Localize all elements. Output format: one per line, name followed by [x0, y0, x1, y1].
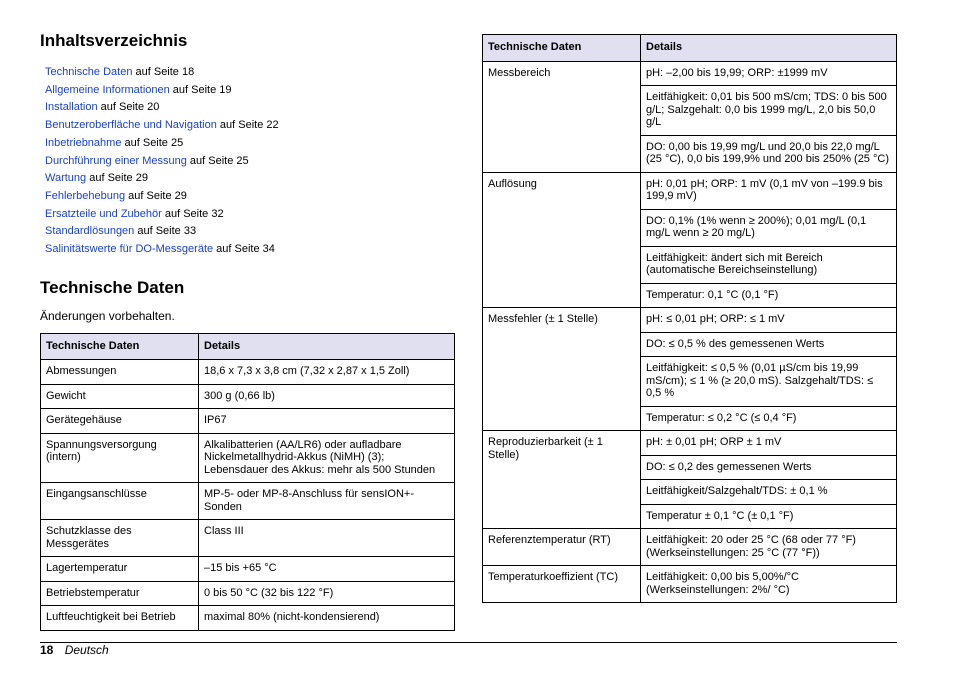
left-column — [40, 30, 455, 631]
table-row — [483, 566, 897, 603]
spec-detail-cell: Leitfähigkeit: 20 oder 25 °C (68 oder 77 °F) (Werkseinstellungen: 25 °C (77 °F)) — [641, 529, 897, 566]
toc-item — [45, 82, 455, 100]
spec-detail-cell: Leitfähigkeit: ändert sich mit Bereich (automatische Bereichseinstellung) — [641, 246, 897, 283]
table-row — [483, 431, 897, 456]
table-row — [483, 172, 897, 209]
toc-page-ref: auf Seite 25 — [121, 136, 184, 149]
column-header-details: Details — [199, 333, 455, 360]
spec-name-cell: Betriebstemperatur — [41, 581, 199, 606]
toc-page-ref: auf Seite 18 — [132, 66, 195, 78]
spec-name-cell: Lagertemperatur — [41, 557, 199, 582]
toc-link[interactable]: Ersatzteile und Zubehör — [45, 207, 162, 220]
spec-detail-cell: IP67 — [199, 409, 455, 434]
page-footer — [40, 643, 109, 657]
spec-name-cell: Reproduzierbarkeit (± 1 Stelle) — [483, 431, 641, 529]
toc-page-ref: auf Seite 25 — [186, 154, 249, 167]
toc-page-ref: auf Seite 34 — [213, 243, 275, 256]
spec-detail-cell: Temperatur: ≤ 0,2 °C (≤ 0,4 °F) — [641, 406, 897, 431]
footer-language: Deutsch — [64, 643, 109, 657]
spec-name-cell: Messbereich — [483, 61, 641, 172]
spec-detail-cell: pH: ± 0,01 pH; ORP ± 1 mV — [641, 431, 897, 456]
toc-heading: Inhaltsverzeichnis — [40, 31, 188, 50]
spec-name-cell: Schutzklasse des Messgerätes — [41, 520, 199, 557]
toc-item — [45, 153, 455, 171]
spec-detail-cell: Class III — [199, 520, 455, 557]
spec-detail-cell: Temperatur ± 0,1 °C (± 0,1 °F) — [641, 504, 897, 529]
spec-detail-cell: DO: ≤ 0,5 % des gemessenen Werts — [641, 332, 897, 357]
table-row — [41, 409, 455, 434]
spec-detail-cell: 300 g (0,66 lb) — [199, 384, 455, 409]
toc-page-ref: auf Seite 33 — [134, 225, 197, 238]
table-row — [41, 557, 455, 582]
spec-name-cell: Messfehler (± 1 Stelle) — [483, 308, 641, 431]
spec-detail-cell: MP-5- oder MP-8-Anschluss für sensION+-Sonden — [199, 483, 455, 520]
spec-name-cell: Luftfeuchtigkeit bei Betrieb — [41, 606, 199, 631]
toc-item — [45, 99, 455, 117]
spec-detail-cell: DO: 0,00 bis 19,99 mg/L und 20,0 bis 22,0 mg/L (25 °C), 0,0 bis 199,9% und 200 bis 250% (25 °C) — [641, 135, 897, 172]
toc-page-ref: auf Seite 29 — [125, 189, 187, 202]
spec-detail-cell: DO: ≤ 0,2 des gemessenen Werts — [641, 455, 897, 480]
page-number: 18 — [40, 643, 54, 657]
toc-item — [45, 64, 455, 82]
spec-detail-cell: –15 bis +65 °C — [199, 557, 455, 582]
toc-item — [45, 206, 455, 224]
table-row — [483, 308, 897, 333]
spec-detail-cell: DO: 0,1% (1% wenn ≥ 200%); 0,01 mg/L (0,1 mg/L wenn ≥ 20 mg/L) — [641, 209, 897, 246]
toc-item — [45, 170, 455, 188]
spec-detail-cell: pH: ≤ 0,01 pH; ORP: ≤ 1 mV — [641, 308, 897, 333]
table-row — [41, 581, 455, 606]
spec-detail-cell: Leitfähigkeit: ≤ 0,5 % (0,01 µS/cm bis 19,99 mS/cm); ≤ 1 % (≥ 20,0 mS). Salzgehalt/TDS: ≤ 0,5 % — [641, 357, 897, 407]
footer-divider — [40, 642, 897, 643]
toc-page-ref: auf Seite 20 — [97, 101, 160, 114]
spec-name-cell: Referenztemperatur (RT) — [483, 529, 641, 566]
toc-item — [45, 223, 455, 241]
spec-detail-cell: Leitfähigkeit: 0,01 bis 500 mS/cm; TDS: 0 bis 500 g/L; Salzgehalt: 0,0 bis 1999 mg/L, 2,0 bis 50,0 g/L — [641, 86, 897, 136]
spec-name-cell: Gerätegehäuse — [41, 409, 199, 434]
toc-item — [45, 135, 455, 153]
toc-link[interactable]: Fehlerbehebung — [45, 189, 126, 202]
column-header-spec: Technische Daten — [41, 333, 199, 360]
toc-item — [45, 188, 455, 206]
spec-name-cell: Spannungsversorgung (intern) — [41, 433, 199, 483]
toc-link[interactable]: Technische Daten — [45, 66, 133, 78]
toc-link[interactable]: Installation — [45, 101, 98, 114]
specs-table — [40, 333, 455, 631]
toc-page-ref: auf Seite 22 — [216, 119, 279, 132]
spec-name-cell: Gewicht — [41, 384, 199, 409]
specs-note: Änderungen vorbehalten. — [40, 308, 175, 323]
right-column — [482, 34, 897, 603]
table-row — [41, 606, 455, 631]
toc-link[interactable]: Allgemeine Informationen — [45, 83, 170, 96]
toc-link[interactable]: Standardlösungen — [45, 225, 135, 238]
toc-list — [45, 64, 455, 259]
column-header-spec: Technische Daten — [483, 35, 641, 62]
table-row — [483, 529, 897, 566]
spec-detail-cell: pH: 0,01 pH; ORP: 1 mV (0,1 mV von –199.9 bis 199,9 mV) — [641, 172, 897, 209]
spec-name-cell: Eingangsanschlüsse — [41, 483, 199, 520]
toc-page-ref: auf Seite 19 — [169, 83, 232, 96]
specs2-table-header — [483, 35, 897, 62]
table-row — [41, 483, 455, 520]
specs-table-header — [41, 333, 455, 360]
toc-link[interactable]: Benutzeroberfläche und Navigation — [45, 119, 217, 132]
toc-item — [45, 117, 455, 135]
spec-name-cell: Auflösung — [483, 172, 641, 308]
column-header-details: Details — [641, 35, 897, 62]
toc-link[interactable]: Wartung — [45, 172, 87, 185]
toc-link[interactable]: Durchführung einer Messung — [45, 154, 187, 167]
toc-link[interactable]: Inbetriebnahme — [45, 136, 122, 149]
table-row — [41, 433, 455, 483]
table-row — [41, 520, 455, 557]
spec-detail-cell: Alkalibatterien (AA/LR6) oder aufladbare Nickelmetallhydrid-Akkus (NiMH) (3); Lebensdauer des Akkus: mehr als 500 Stunden — [199, 433, 455, 483]
spec-detail-cell: pH: –2,00 bis 19,99; ORP: ±1999 mV — [641, 61, 897, 86]
toc-page-ref: auf Seite 32 — [161, 207, 224, 220]
spec-detail-cell: maximal 80% (nicht-kondensierend) — [199, 606, 455, 631]
table-row — [41, 384, 455, 409]
spec-name-cell: Abmessungen — [41, 360, 199, 385]
spec-detail-cell: Temperatur: 0,1 °C (0,1 °F) — [641, 283, 897, 308]
spec-name-cell: Temperaturkoeffizient (TC) — [483, 566, 641, 603]
specs2-table — [482, 34, 897, 603]
toc-link[interactable]: Salinitätswerte für DO-Messgeräte — [45, 243, 214, 256]
table-row — [483, 61, 897, 86]
toc-item — [45, 241, 455, 259]
specs-heading: Technische Daten — [40, 277, 185, 297]
spec-detail-cell: 18,6 x 7,3 x 3,8 cm (7,32 x 2,87 x 1,5 Zoll) — [199, 360, 455, 385]
spec-detail-cell: Leitfähigkeit: 0,00 bis 5,00%/°C (Werkseinstellungen: 2%/ °C) — [641, 566, 897, 603]
specs-section — [40, 277, 455, 631]
spec-detail-cell: Leitfähigkeit/Salzgehalt/TDS: ± 0,1 % — [641, 480, 897, 505]
spec-detail-cell: 0 bis 50 °C (32 bis 122 °F) — [199, 581, 455, 606]
table-row — [41, 360, 455, 385]
toc-page-ref: auf Seite 29 — [86, 172, 148, 185]
